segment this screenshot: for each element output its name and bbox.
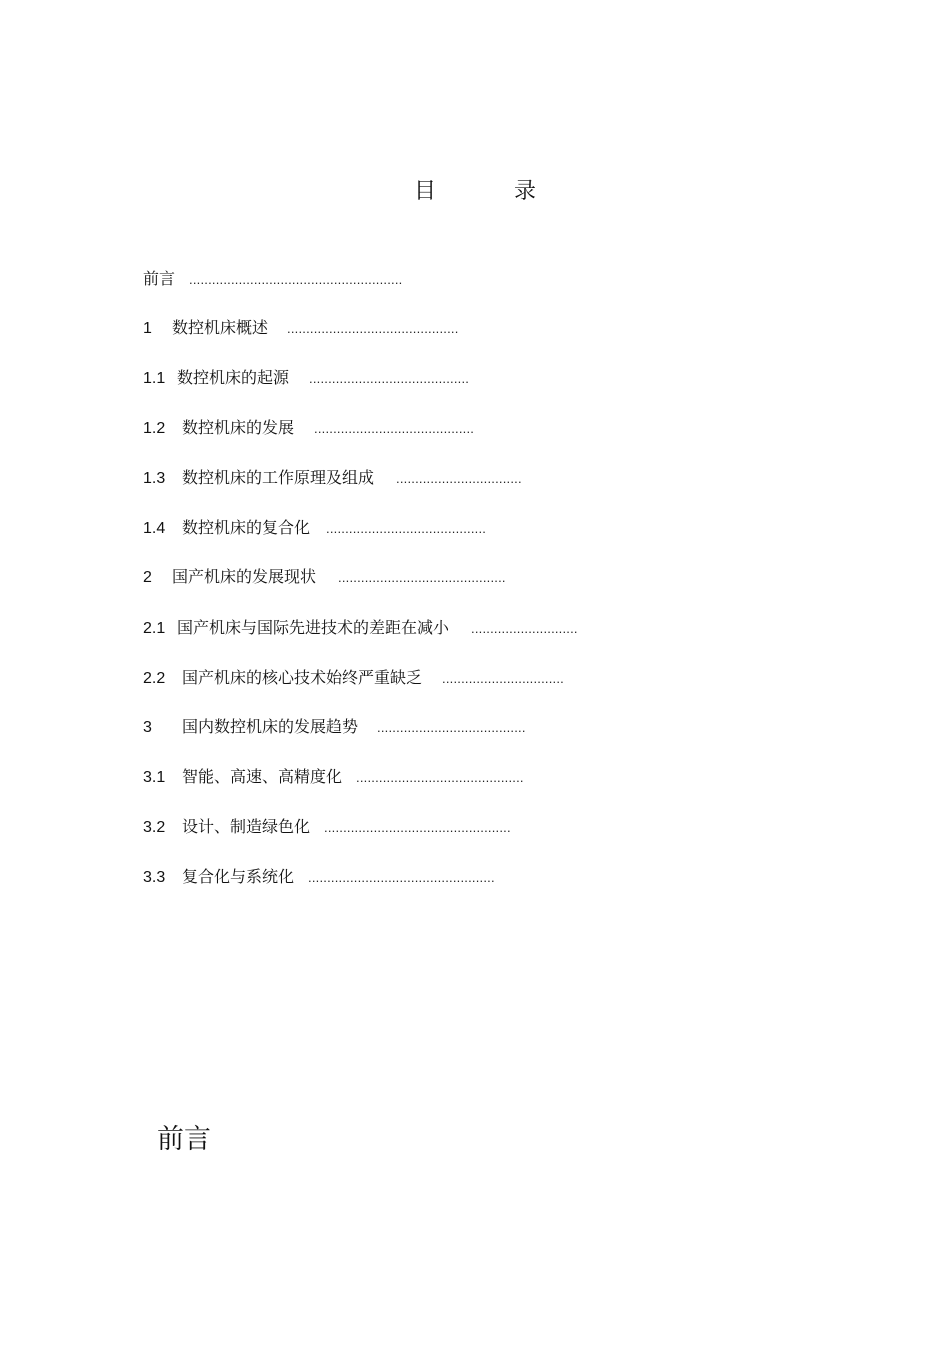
toc-entry-number: 3 xyxy=(143,719,152,736)
toc-entry-2[interactable] xyxy=(143,562,506,592)
toc-title-char-1: 目 xyxy=(413,179,436,204)
toc-entry-text: 国内数控机床的发展趋势 xyxy=(182,717,359,736)
toc-entry-number: 3.1 xyxy=(143,769,166,786)
toc-entry-number: 1.4 xyxy=(143,520,166,537)
toc-entry-number: 1.3 xyxy=(143,470,166,487)
toc-entry-1-3[interactable] xyxy=(143,463,522,493)
toc-entry-leader: .......................................... xyxy=(326,521,487,536)
toc-entry-3-3[interactable] xyxy=(143,862,495,892)
toc-entry-number: 2.2 xyxy=(143,670,166,687)
toc-entry-2-1[interactable] xyxy=(143,613,578,643)
toc-entry-3-1[interactable] xyxy=(143,762,524,792)
toc-entry-2-2[interactable] xyxy=(143,663,564,693)
toc-entry-1-2[interactable] xyxy=(143,413,474,443)
toc-entry-number: 3.3 xyxy=(143,869,166,886)
toc-entry-leader: ................................ xyxy=(442,671,564,686)
toc-entry-leader: ................................................. xyxy=(324,820,511,835)
section-heading-preface: 前言 xyxy=(157,1124,211,1155)
toc-entry-number: 1.1 xyxy=(143,370,166,387)
toc-entry-1-4[interactable] xyxy=(143,513,486,543)
toc-entry-3-2[interactable] xyxy=(143,812,511,842)
toc-entry-leader: ........................................................ xyxy=(189,272,403,287)
toc-entry-leader: ................................................. xyxy=(308,870,495,885)
toc-entry-leader: ............................................ xyxy=(338,570,506,585)
toc-entry-3[interactable] xyxy=(143,712,526,742)
toc-title xyxy=(0,178,950,206)
toc-entry-text: 智能、高速、高精度化 xyxy=(182,767,343,786)
toc-entry-text: 数控机床的起源 xyxy=(177,368,290,387)
toc-entry-leader: ............................................. xyxy=(287,321,459,336)
toc-entry-preface[interactable] xyxy=(143,264,402,294)
toc-entry-text: 数控机床的发展 xyxy=(182,418,295,437)
toc-entry-text: 数控机床概述 xyxy=(172,318,269,337)
toc-entry-text: 复合化与系统化 xyxy=(182,867,295,886)
toc-entry-text: 数控机床的复合化 xyxy=(182,518,311,537)
toc-entry-text: 国产机床的发展现状 xyxy=(172,567,317,586)
toc-entry-1[interactable] xyxy=(143,313,459,343)
toc-entry-number: 2 xyxy=(143,569,152,586)
toc-entry-number: 3.2 xyxy=(143,819,166,836)
toc-entry-leader: .......................................... xyxy=(309,371,470,386)
toc-entry-leader: ....................................... xyxy=(377,720,526,735)
toc-entry-number: 1 xyxy=(143,320,152,337)
toc-entry-leader: ............................................ xyxy=(356,770,524,785)
toc-entry-text: 国产机床与国际先进技术的差距在减小 xyxy=(177,618,450,637)
toc-entry-number: 2.1 xyxy=(143,620,166,637)
toc-entry-1-1[interactable] xyxy=(143,363,469,393)
toc-entry-text: 国产机床的核心技术始终严重缺乏 xyxy=(182,668,423,687)
toc-entry-leader: ............................ xyxy=(471,621,578,636)
toc-entry-number: 1.2 xyxy=(143,420,166,437)
toc-title-char-2: 录 xyxy=(514,179,537,204)
toc-entry-leader: ................................. xyxy=(396,471,522,486)
toc-entry-text: 设计、制造绿色化 xyxy=(182,817,311,836)
toc-entry-text: 前言 xyxy=(143,269,176,288)
toc-entry-text: 数控机床的工作原理及组成 xyxy=(182,468,375,487)
toc-entry-leader: .......................................... xyxy=(314,421,475,436)
